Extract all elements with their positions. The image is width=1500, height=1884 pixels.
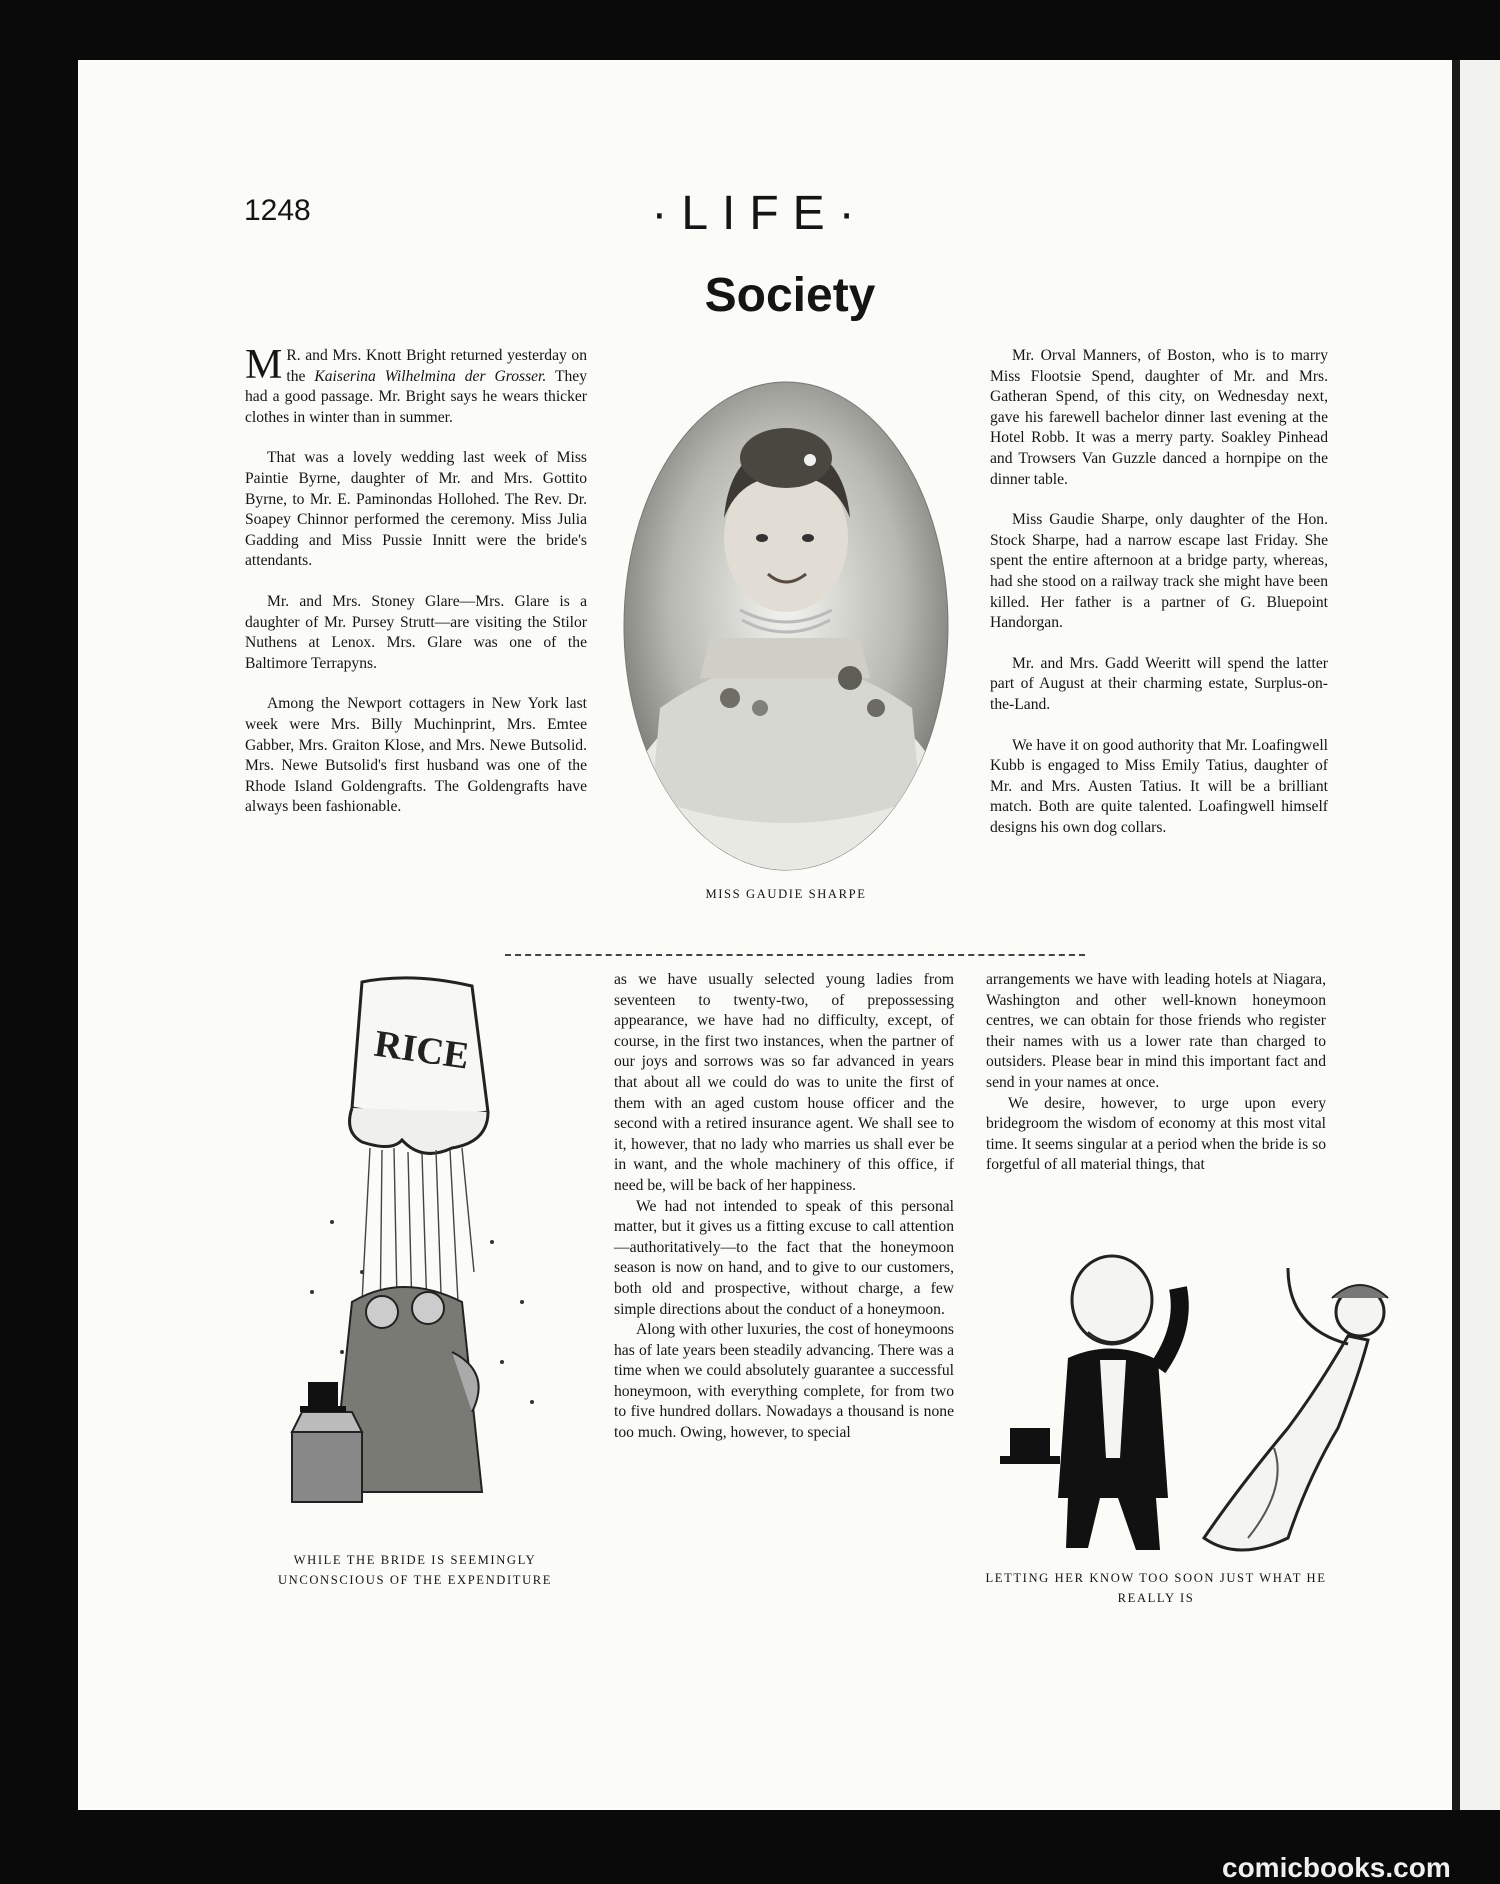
next-page-edge	[1460, 60, 1500, 1810]
column-left	[245, 342, 587, 818]
portrait-caption: MISS GAUDIE SHARPE	[705, 887, 867, 901]
paragraph-economy: We desire, however, to urge upon every bridegroom the wisdom of economy at this most vital time. It seems singular at a period when the bride is so forgetful of all material things, that	[986, 1094, 1326, 1174]
paragraph-cost: Along with other luxuries, the cost of honeymoons has of late years been steadily advancing. There was a time when we could absolutely guarantee a successful honeymoon, with everything complete, for from two to five hundred dollars. Nowadays a thousand is none too much. Owing, however, to special	[614, 1321, 954, 1442]
paragraph-honeymoon-season: We had not intended to speak of this personal matter, but it gives us a fitting excuse to call attention—authoritatively—to the fact that the honeymoon season is now on hand, and to give to our customers, both old and prospective, without charge, a few simple directions about the conduct of a honeymoon.	[614, 1197, 954, 1318]
column-right	[990, 346, 1328, 838]
masthead: ·LIFE·	[651, 187, 869, 240]
paragraph-byrne: That was a lovely wedding last week of Miss Paintie Byrne, daughter of Mr. and Mrs. Gottito Byrne, to Mr. E. Paminondas Hollohed. The Rev. Dr. Soapey Chinnor performed the ceremony. Miss Julia Gadding and Miss Pussie Innitt were the bride's attendants.	[245, 449, 587, 570]
paragraph-weeritt: Mr. and Mrs. Gadd Weeritt will spend the latter part of August at their charming estate, Surplus-on-the-Land.	[990, 654, 1328, 713]
paragraph-sharpe: Miss Gaudie Sharpe, only daughter of the Hon. Stock Sharpe, had a narrow escape last Friday. She spent the entire afternoon at a bridge party, whereas, had she stood on a railway track she might have been killed. Her father is a partner of G. Bluepoint Handorgan.	[990, 511, 1328, 632]
article-title: Society	[704, 269, 876, 322]
section-divider	[505, 954, 1085, 956]
paragraph-text: R. and Mrs. Knott Bright returned yesterday on the	[286, 347, 587, 385]
caption-right: LETTING HER KNOW TOO SOON JUST WHAT HE REALLY IS	[985, 1571, 1327, 1605]
paragraph-glare: Mr. and Mrs. Stoney Glare—Mrs. Glare is a daughter of Mr. Pursey Strutt—are visiting the Stilor Nuthens at Lenox. Mrs. Glare was one of the Baltimore Terrapyns.	[245, 592, 587, 672]
page-edge-shadow	[1452, 60, 1460, 1810]
page-number: 1248	[244, 194, 311, 227]
portrait-illustration	[620, 378, 952, 874]
rice-bag-cartoon	[252, 972, 582, 1532]
paragraph-bright	[245, 342, 587, 428]
ship-name: Kaiserina Wilhelmina der Grosser.	[314, 367, 547, 385]
paragraph-manners: Mr. Orval Manners, of Boston, who is to marry Miss Flootsie Spend, daughter of Mr. and Mrs. Gatheran Spend, of this city, on Wednesday next, gave his farewell bachelor dinner last evening at the Hotel Robb. It was a merry party. Soakley Pinhead and Trowsers Van Guzzle danced a hornpipe on the dinner table.	[990, 347, 1328, 488]
couple-cartoon	[988, 1248, 1428, 1576]
column-lower-right	[986, 970, 1326, 1176]
column-lower-middle	[614, 970, 954, 1444]
paragraph-text: They had a good passage. Mr. Bright says he wears thicker clothes in winter than in summer.	[245, 367, 587, 426]
paragraph-arrangements: arrangements we have with leading hotels at Niagara, Washington and other well-known honeymoon centres, we can obtain for those friends who register their names with us a lower rate than charged to outsiders. Please bear in mind this important fact and send in your names at once.	[986, 971, 1326, 1091]
watermark: comicbooks.com	[1222, 1852, 1451, 1883]
drop-cap: M	[245, 342, 283, 388]
paragraph-kubb: We have it on good authority that Mr. Loafingwell Kubb is engaged to Miss Emily Tatius, daughter of Mr. and Mrs. Austen Tatius. It will be a brilliant match. Both are quite talented. Loafingwell himself designs his own dog collars.	[990, 736, 1328, 836]
paragraph-selection: as we have usually selected young ladies from seventeen to twenty-two, of prepossessing appearance, we have had no difficulty, except, of course, in the first two instances, when the partner of our joys and sorrows was so far advanced in years that about all we could do was to unite the first of them with an aged custom house officer and the second with a retired insurance agent. We shall see to it, however, that no lady who marries us shall ever be in want, and the whole machinery of this office, if need be, will be back of her happiness.	[614, 971, 954, 1194]
rice-label: RICE	[371, 1022, 472, 1078]
paragraph-newport: Among the Newport cottagers in New York last week were Mrs. Billy Muchinprint, Mrs. Emtee Gabber, Mrs. Graiton Klose, and Mrs. Newe Butsolid. Mrs. Newe Butsolid's first husband was one of the Rhode Island Goldengrafts. The Goldengrafts have always been fashionable.	[245, 695, 587, 816]
caption-left: WHILE THE BRIDE IS SEEMINGLY UNCONSCIOUS OF THE EXPENDITURE	[277, 1553, 553, 1587]
